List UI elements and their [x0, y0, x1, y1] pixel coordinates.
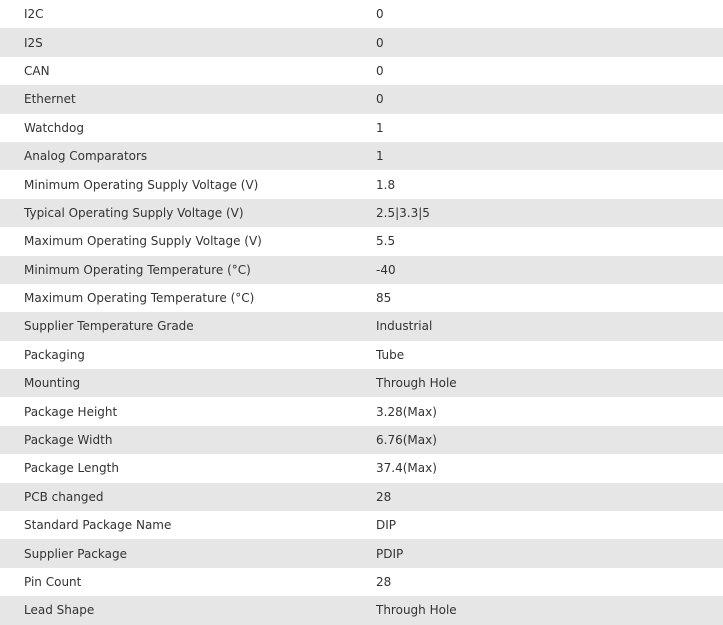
- spec-label: Standard Package Name: [24, 518, 172, 533]
- spec-value: 1: [376, 149, 384, 164]
- spec-value: 85: [376, 291, 392, 306]
- spec-value: 28: [376, 575, 392, 589]
- spec-label: Lead Shape: [24, 603, 95, 618]
- spec-value: Through Hole: [376, 376, 457, 391]
- spec-label: Watchdog: [24, 120, 84, 135]
- spec-label: Minimum Operating Supply Voltage (V): [24, 177, 259, 192]
- spec-row-package-height: [0, 397, 723, 425]
- spec-label: Analog Comparators: [24, 149, 148, 164]
- spec-label: Packaging: [24, 347, 85, 362]
- spec-value: 0: [376, 63, 384, 78]
- spec-label: Maximum Operating Temperature (°C): [24, 291, 255, 306]
- spec-label: I2S: [24, 35, 43, 50]
- spec-value: Tube: [376, 347, 405, 362]
- spec-label: Supplier Temperature Grade: [24, 319, 194, 334]
- spec-value: 3.28(Max): [376, 404, 437, 419]
- spec-row-min-supply-voltage: [0, 170, 723, 198]
- spec-row-max-temperature: [0, 284, 723, 312]
- spec-label: Ethernet: [24, 92, 76, 107]
- spec-value: DIP: [376, 518, 397, 533]
- spec-value: 2.5|3.3|5: [376, 205, 430, 220]
- spec-label: Minimum Operating Temperature (°C): [24, 262, 251, 277]
- spec-value: -40: [376, 262, 396, 277]
- spec-row-min-temperature: [0, 256, 723, 284]
- spec-row-package-width: [0, 426, 723, 454]
- spec-row-analog-comparators: [0, 142, 723, 170]
- spec-label: Mounting: [24, 376, 81, 391]
- spec-row-pin-count: [0, 568, 723, 596]
- spec-label: Pin Count: [24, 575, 82, 589]
- spec-value: Through Hole: [376, 603, 457, 618]
- spec-value: 0: [376, 92, 384, 107]
- spec-row-supplier-package: [0, 539, 723, 567]
- spec-row-ethernet: [0, 85, 723, 113]
- spec-row-max-supply-voltage: [0, 227, 723, 255]
- spec-label: CAN: [24, 63, 50, 78]
- spec-value: 0: [376, 7, 384, 22]
- spec-row-lead-shape: [0, 596, 723, 624]
- spec-row-i2c: [0, 0, 723, 28]
- spec-label: I2C: [24, 7, 44, 22]
- spec-value: 28: [376, 489, 392, 504]
- spec-label: Typical Operating Supply Voltage (V): [24, 205, 244, 220]
- spec-value: 0: [376, 35, 384, 50]
- spec-row-can: [0, 57, 723, 85]
- spec-label: Supplier Package: [24, 546, 127, 561]
- spec-row-packaging: [0, 341, 723, 369]
- spec-row-mounting: [0, 369, 723, 397]
- spec-label: Maximum Operating Supply Voltage (V): [24, 234, 262, 249]
- spec-value: 1: [376, 120, 384, 135]
- spec-label: PCB changed: [24, 489, 104, 504]
- spec-row-pcb-changed: [0, 483, 723, 511]
- spec-row-standard-package-name: [0, 511, 723, 539]
- spec-value: PDIP: [376, 546, 404, 561]
- spec-row-temperature-grade: [0, 312, 723, 340]
- spec-row-package-length: [0, 454, 723, 482]
- spec-value: 5.5: [376, 234, 396, 249]
- spec-value: Industrial: [376, 319, 433, 334]
- spec-row-i2s: [0, 28, 723, 56]
- spec-row-typ-supply-voltage: [0, 199, 723, 227]
- spec-label: Package Width: [24, 433, 113, 448]
- spec-row-watchdog: [0, 114, 723, 142]
- spec-label: Package Length: [24, 461, 119, 476]
- spec-value: 37.4(Max): [376, 461, 437, 476]
- spec-value: 6.76(Max): [376, 433, 437, 448]
- spec-label: Package Height: [24, 404, 118, 419]
- spec-value: 1.8: [376, 177, 396, 192]
